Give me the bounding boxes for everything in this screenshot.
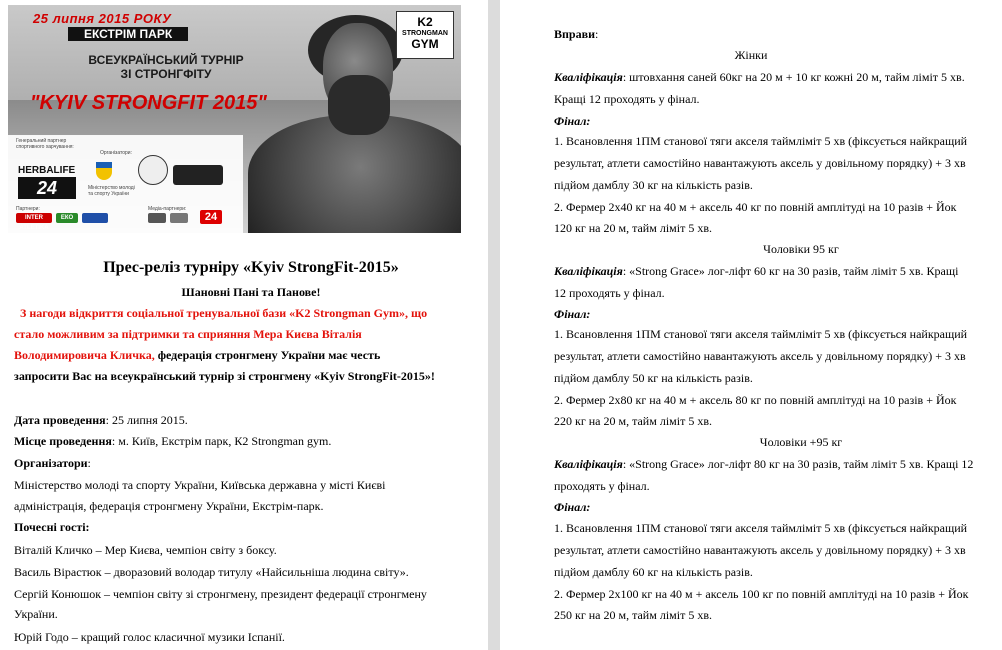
media-logo-2	[170, 213, 188, 223]
men95-final-2-cont: 220 кг на 20 м, тайм ліміт 5 хв.	[554, 414, 712, 428]
women-final-2: 2. Фермер 2х40 кг на 40 м + аксель 40 кг по повній амплітуді на 10 разів + Йок	[554, 200, 957, 214]
men95-qualification-2: 12 проходять у фінал.	[554, 286, 665, 300]
intro-line-2: стало можливим за підтримки та сприяння Мера Києва Віталія	[14, 327, 362, 341]
event-banner-image	[8, 5, 461, 233]
guest-3-cont: України.	[14, 607, 58, 621]
ukraine-coat-of-arms-icon	[96, 162, 112, 180]
men95-final-1: 1. Всановлення 1ПМ станової тяги акселя таймліміт 5 хв (фіксується найкращий	[554, 327, 968, 341]
organizers-banner-label: Організатори:	[100, 150, 132, 156]
media-logo-24: 24	[200, 210, 222, 224]
men95-final-1-cont: результат, атлети самостійно навантажують аксель у довільному порядку) + 3 хв	[554, 349, 966, 363]
banner-park: ЕКСТРІМ ПАРК	[68, 27, 188, 41]
men95plus-qualification-1: Кваліфікація: «Strong Grace» лог-ліфт 80 кг на 30 разів, тайм ліміт 5 хв. Кращі 12	[554, 457, 974, 471]
place-line: Місце проведення: м. Київ, Екстрім парк, К2 Strongman gym.	[14, 434, 332, 448]
women-qualification-1: Кваліфікація: штовхання саней 60кг на 20 м + 10 кг кожні 20 м, тайм ліміт 5 хв.	[554, 70, 965, 84]
women-final-2-cont: 120 кг на 20 м, тайм ліміт 5 хв.	[554, 221, 712, 235]
men95-final-label: Фінал:	[554, 307, 591, 321]
media-logo-1	[148, 213, 166, 223]
general-partner-label: Генеральний партнер спортивного харчування:	[16, 138, 74, 150]
banner-tournament: ВСЕУКРАЇНСЬКИЙ ТУРНІР ЗІ СТРОНГФІТУ	[88, 53, 244, 81]
men95-qualification-1: Кваліфікація: «Strong Grace» лог-ліфт 60 кг на 30 разів, тайм ліміт 5 хв. Кращі	[554, 264, 959, 278]
herbalife-logo: HERBALIFE	[18, 165, 76, 176]
men95plus-final-1-end: підйом дамблу 60 кг на кількість разів.	[554, 565, 753, 579]
partner-logo-3	[82, 213, 108, 223]
men95plus-qualification-2: проходять у фінал.	[554, 479, 650, 493]
men95plus-final-2: 2. Фермер 2х100 кг на 40 м + аксель 100 кг по повній амплітуді на 10 разів + Йок	[554, 587, 969, 601]
men95-final-1-end: підйом дамблу 50 кг на кількість разів.	[554, 371, 753, 385]
federation-logo-icon	[138, 155, 168, 185]
date-line: Дата проведення: 25 липня 2015.	[14, 413, 188, 427]
women-final-label: Фінал:	[554, 114, 591, 128]
men95plus-final-2-cont: 250 кг на 20 м, тайм ліміт 5 хв.	[554, 608, 712, 622]
herbalife-24-logo: 24	[18, 177, 76, 199]
men95plus-final-label: Фінал:	[554, 500, 591, 514]
k2-gym-logo: K2 STRONGMAN GYM	[396, 11, 454, 59]
partner-fist-logo	[173, 165, 223, 185]
organizers-heading: Організатори:	[14, 456, 91, 470]
partner-logo-2: ЕКО	[56, 213, 78, 223]
guest-1: Віталій Кличко – Мер Києва, чемпіон світу з боксу.	[14, 543, 277, 557]
organizers-text-2: адміністрація, федерація стронгмену України, Екстрім-парк.	[14, 499, 324, 513]
women-final-1: 1. Всановлення 1ПМ станової тяги акселя таймліміт 5 хв (фіксується найкращий	[554, 134, 968, 148]
women-final-1-cont: результат, атлети самостійно навантажують аксель у довільному порядку) + 3 хв	[554, 156, 966, 170]
guest-2: Василь Вірастюк – дворазовий володар титулу «Найсильніша людина світу».	[14, 565, 409, 579]
organizers-text-1: Міністерство молоді та спорту України, Київська державна у місті Києві	[14, 478, 386, 492]
press-release-title: Прес-реліз турніру «Kyiv StrongFit-2015»	[103, 259, 399, 276]
men95plus-final-1-cont: результат, атлети самостійно навантажують аксель у довільному порядку) + 3 хв	[554, 543, 966, 557]
men95-header: Чоловіки 95 кг	[763, 242, 839, 256]
guest-3: Сергій Конюшок – чемпіон світу зі стронгмену, президент федерації стронгмену	[14, 587, 427, 601]
banner-event-title: "KYIV STRONGFIT 2015"	[30, 92, 267, 114]
guests-heading: Почесні гості:	[14, 520, 90, 534]
greeting: Шановні Пані та Панове!	[181, 285, 321, 299]
guest-4: Юрій Годо – кращий голос класичної музики Іспанії.	[14, 630, 285, 644]
intro-line-4: запросити Вас на всеукраїнський турнір зі стронгмену «Kyiv StrongFit-2015»!	[14, 369, 435, 383]
media-partners-label: Медіа-партнери:	[148, 206, 187, 212]
women-header: Жінки	[734, 48, 768, 62]
partners-label: Партнери:	[16, 206, 40, 212]
banner-date: 25 липня 2015 РОКУ	[33, 11, 172, 26]
men95-final-2: 2. Фермер 2х80 кг на 40 м + аксель 80 кг по повній амплітуді на 10 разів + Йок	[554, 393, 957, 407]
document-page-right	[500, 0, 1002, 650]
women-final-1-end: підйом дамблу 30 кг на кількість разів.	[554, 178, 753, 192]
men95plus-header: Чоловіки +95 кг	[759, 435, 843, 449]
document-page-left	[0, 0, 488, 650]
women-qualification-2: Кращі 12 проходять у фінал.	[554, 92, 700, 106]
intro-line-3: Володимировича Кличка, федерація стронгмену України має честь	[14, 348, 381, 362]
page-gap	[488, 0, 500, 650]
exercises-heading: Вправи:	[554, 27, 599, 41]
partner-logo-1: INTER ATLETIKA	[16, 213, 52, 223]
men95plus-final-1: 1. Всановлення 1ПМ станової тяги акселя таймліміт 5 хв (фіксується найкращий	[554, 521, 968, 535]
intro-line-1: З нагоди відкриття соціальної тренувальної бази «K2 Strongman Gym», що	[20, 306, 428, 320]
ministry-label: Міністерство молоді та спорту України	[88, 185, 135, 197]
